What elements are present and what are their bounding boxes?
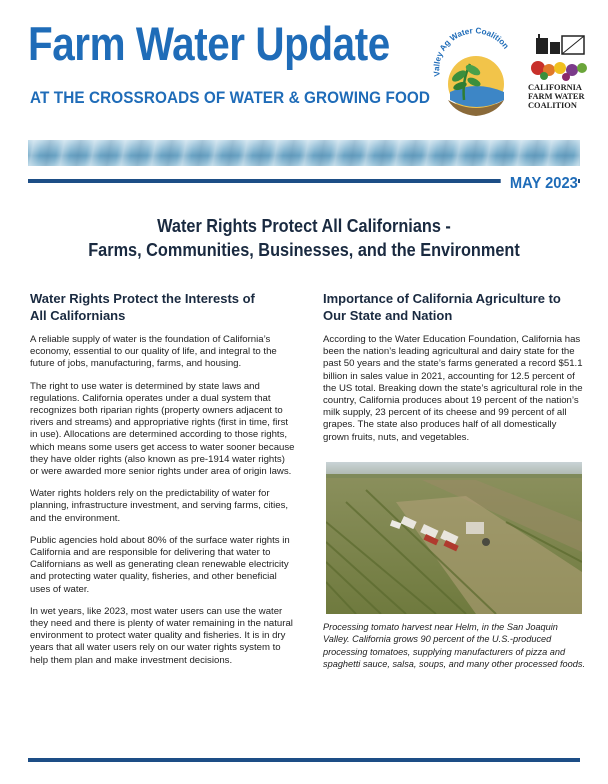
california-farm-water-coalition-logo xyxy=(522,32,598,132)
left-column-heading: Water Rights Protect the Interests of All Californians xyxy=(30,291,255,323)
left-paragraph-4: Public agencies hold about 80% of the surface water rights in California and are responsible for delivering that water to Californians as well as generating clean renewable electricity and protecting water quality, fisheries, and other beneficial uses of water. xyxy=(30,534,290,595)
issue-date: MAY 2023 xyxy=(501,175,578,193)
newsletter-tagline: AT THE CROSSROADS OF WATER & GROWING FOOD xyxy=(30,88,431,107)
headline-line-2: Farms, Communities, Businesses, and the Environment xyxy=(88,239,520,260)
photo-caption: Processing tomato harvest near Helm, in the San Joaquin Valley. California grows 90 percent of the U.S.-produced processing tomatoes, supplying manufacturers of pizza and spaghetti sauce, salsa, soups, and many other processed foods. xyxy=(323,622,586,670)
footer-divider xyxy=(28,758,580,762)
left-paragraph-5: In wet years, like 2023, most water users can use the water they need and there is plenty of water remaining in the natural environment to protect water quality and fisheries. It is in dry years that all water users rely on our water rights system to help them plan and make investment decisions. xyxy=(30,605,293,666)
water-banner-image xyxy=(28,140,580,166)
cfwc-line-3: COALITION xyxy=(528,100,577,110)
logo-arc-text: Valley Ag Water Coalition xyxy=(432,26,511,77)
left-column-body xyxy=(30,334,296,677)
newsletter-title: Farm Water Update xyxy=(28,17,390,70)
cfwc-wordmark xyxy=(528,84,600,110)
headline-line-1: Water Rights Protect All Californians - xyxy=(157,215,451,236)
valley-ag-water-coalition-logo xyxy=(430,22,518,122)
cfwc-line-2: FARM WATER xyxy=(528,91,585,101)
left-paragraph-2: The right to use water is determined by state laws and regulations. California operates under a dual system that recognizes both riparian rights (property owners adjacent to rivers and streams) and appropriative rights (first in time, first in use). Allocations are determined according to those rights, which means some users get access to water sooner because they have older rights (also known as pre-1914 water rights) or were awarded more senior rights under area of origin laws. xyxy=(30,380,295,478)
right-column-body xyxy=(323,334,585,454)
header-divider xyxy=(28,179,580,183)
right-paragraph-1: According to the Water Education Foundation, California has been the nation’s leading agricultural and dairy state for the past 50 years and the state’s farms generated a record $51.1 billion in sales value in 2021, accounting for 12.5 percent of the US total. Breaking down the state’s agricultural role in the country, California produces about 19 percent of the nation’s milk supply, 23 percent of its cheese and 99 percent of all grapes. The state also produces half of all domestically grown fruits, nuts, and vegetables. xyxy=(323,334,583,443)
left-paragraph-1: A reliable supply of water is the foundation of California’s economy, essential to our quality of life, and integral to the future of jobs, manufacturing, farms, and housing. xyxy=(30,334,277,370)
right-column-heading: Importance of California Agriculture to Our State and Nation xyxy=(323,291,561,323)
cfwc-line-1: CALIFORNIA xyxy=(528,83,582,92)
left-paragraph-3: Water rights holders rely on the predictability of water for planning, infrastructure investment, and serving farms, cities, and the environment. xyxy=(30,488,289,524)
tomato-harvest-photo xyxy=(326,462,582,614)
article-headline xyxy=(61,214,547,262)
